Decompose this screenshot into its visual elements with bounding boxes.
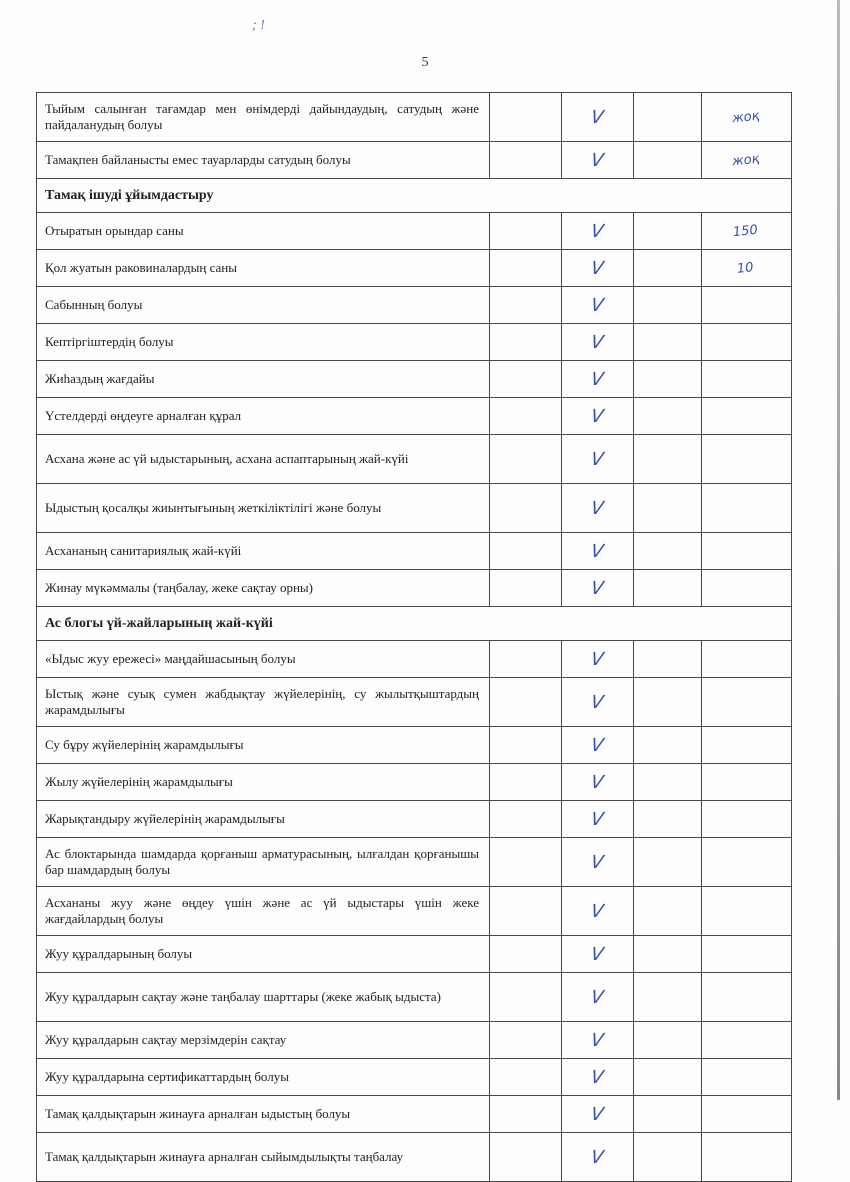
row-label: Жарықтандыру жүйелерінің жарамдылығы — [45, 811, 285, 826]
row-label: Асхананың санитариялық жай-күйі — [45, 543, 242, 558]
cell-note — [701, 142, 789, 178]
cell-col-2 — [561, 1133, 633, 1181]
cell-col-1 — [489, 678, 561, 726]
cell-col-3 — [633, 398, 701, 434]
cell-col-2 — [561, 361, 633, 397]
check-mark: V — [589, 771, 606, 793]
cell-col-3 — [633, 1059, 701, 1095]
table-row — [37, 887, 791, 936]
row-label: Жуу құралдарын сақтау мерзімдерін сақтау — [45, 1032, 287, 1047]
cell-col-3 — [633, 250, 701, 286]
check-mark: V — [589, 851, 606, 873]
cell-col-1 — [489, 533, 561, 569]
cell-col-3 — [633, 361, 701, 397]
table-row — [37, 1059, 791, 1096]
cell-col-1 — [489, 142, 561, 178]
row-label: Үстелдерді өңдеуге арналған құрал — [45, 408, 242, 423]
row-label: Жуу құралдарына сертификаттардың болуы — [45, 1069, 289, 1084]
row-label: Сабынның болуы — [45, 297, 143, 312]
cell-col-2 — [561, 887, 633, 935]
table-row — [37, 1096, 791, 1133]
cell-note — [701, 213, 789, 249]
page-edge — [837, 0, 840, 1100]
cell-col-2 — [561, 324, 633, 360]
row-label: Су бұру жүйелерінің жарамдылығы — [45, 737, 244, 752]
cell-col-2 — [561, 838, 633, 886]
cell-col-1 — [489, 93, 561, 141]
row-label: Жиһаздың жағдайы — [45, 371, 155, 386]
cell-col-2 — [561, 484, 633, 532]
cell-col-1 — [489, 727, 561, 763]
row-label: Ас блоктарында шамдарда қорғаныш арматурасының, ылғалдан қорғанышы бар шамдардың болуы — [45, 846, 479, 877]
table-row — [37, 435, 791, 484]
cell-col-3 — [633, 484, 701, 532]
row-label: Тамақ қалдықтарын жинауға арналған ыдыстың болуы — [45, 1106, 351, 1121]
cell-col-2 — [561, 213, 633, 249]
cell-col-2 — [561, 764, 633, 800]
check-mark: V — [589, 734, 606, 756]
cell-col-3 — [633, 887, 701, 935]
cell-note — [701, 801, 789, 837]
check-mark: V — [589, 331, 606, 353]
cell-col-2 — [561, 1022, 633, 1058]
cell-col-2 — [561, 678, 633, 726]
handwritten-note: жоқ — [731, 151, 760, 169]
cell-col-3 — [633, 678, 701, 726]
row-label: Жуу құралдарын сақтау және таңбалау шарттары (жеке жабық ыдыста) — [45, 989, 441, 1004]
cell-note — [701, 764, 789, 800]
cell-col-3 — [633, 973, 701, 1021]
table-row — [37, 398, 791, 435]
check-mark: V — [589, 448, 606, 470]
cell-col-2 — [561, 533, 633, 569]
check-mark: V — [589, 106, 606, 128]
row-label: Ыдыстың қосалқы жиынтығының жеткіліктілігі және болуы — [45, 500, 382, 515]
table-row — [37, 838, 791, 887]
cell-col-2 — [561, 936, 633, 972]
cell-col-3 — [633, 1022, 701, 1058]
cell-note — [701, 484, 789, 532]
check-mark: V — [589, 149, 606, 171]
table-row — [37, 727, 791, 764]
cell-col-3 — [633, 641, 701, 677]
cell-col-2 — [561, 973, 633, 1021]
page-number: 5 — [421, 55, 429, 70]
cell-col-1 — [489, 1059, 561, 1095]
row-label: Тамақпен байланысты емес тауарларды сатудың болуы — [45, 152, 351, 167]
check-mark: V — [589, 220, 606, 242]
cell-note — [701, 398, 789, 434]
cell-col-3 — [633, 838, 701, 886]
check-mark: V — [589, 986, 606, 1008]
cell-note — [701, 887, 789, 935]
cell-note — [701, 570, 789, 606]
cell-note — [701, 93, 789, 141]
check-mark: V — [589, 1029, 606, 1051]
cell-col-3 — [633, 764, 701, 800]
row-label: Жылу жүйелерінің жарамдылығы — [45, 774, 233, 789]
cell-col-1 — [489, 1022, 561, 1058]
row-label: Жуу құралдарының болуы — [45, 946, 193, 961]
cell-col-1 — [489, 838, 561, 886]
table-row — [37, 641, 791, 678]
table-row — [37, 250, 791, 287]
cell-col-1 — [489, 801, 561, 837]
cell-col-2 — [561, 398, 633, 434]
cell-col-1 — [489, 213, 561, 249]
cell-col-1 — [489, 641, 561, 677]
cell-col-1 — [489, 764, 561, 800]
row-label: Асхананы жуу және өңдеу үшін және ас үй ыдыстары үшін жеке жағдайлардың болуы — [45, 895, 479, 926]
table-row — [37, 324, 791, 361]
cell-col-2 — [561, 801, 633, 837]
cell-col-3 — [633, 287, 701, 323]
table-row — [37, 570, 791, 607]
cell-col-3 — [633, 435, 701, 483]
cell-col-1 — [489, 250, 561, 286]
cell-col-1 — [489, 484, 561, 532]
cell-col-1 — [489, 1096, 561, 1132]
cell-note — [701, 1133, 789, 1181]
row-label: Тамақ қалдықтарын жинауға арналған сыйымдылықты таңбалау — [45, 1149, 404, 1164]
cell-note — [701, 838, 789, 886]
cell-col-3 — [633, 570, 701, 606]
check-mark: V — [589, 808, 606, 830]
handwritten-note: жоқ — [731, 108, 760, 126]
section-heading: Тамақ ішуді ұйымдастыру — [37, 179, 791, 213]
cell-col-3 — [633, 801, 701, 837]
check-mark: V — [589, 540, 606, 562]
table-row — [37, 213, 791, 250]
check-mark: V — [589, 943, 606, 965]
row-label: «Ыдыс жуу ережесі» маңдайшасының болуы — [45, 651, 296, 666]
row-label: Жинау мүкәммалы (таңбалау, жеке сақтау орны) — [45, 580, 313, 595]
cell-col-2 — [561, 250, 633, 286]
cell-col-3 — [633, 93, 701, 141]
cell-col-1 — [489, 1133, 561, 1181]
cell-note — [701, 361, 789, 397]
row-label: Қол жуатын раковиналардың саны — [45, 260, 237, 275]
row-label: Ыстық және суық сумен жабдықтау жүйелерінің, су жылытқыштардың жарамдылығы — [45, 686, 479, 717]
cell-col-1 — [489, 324, 561, 360]
cell-col-2 — [561, 287, 633, 323]
cell-col-2 — [561, 93, 633, 141]
table-row — [37, 1133, 791, 1182]
row-label: Асхана және ас үй ыдыстарының, асхана аспаптарының жай-күйі — [45, 451, 409, 466]
table-row — [37, 764, 791, 801]
cell-col-3 — [633, 936, 701, 972]
cell-note — [701, 287, 789, 323]
cell-note — [701, 1022, 789, 1058]
cell-note — [701, 973, 789, 1021]
handwritten-note: 150 — [732, 222, 759, 240]
cell-col-1 — [489, 887, 561, 935]
cell-col-3 — [633, 213, 701, 249]
table-row — [37, 801, 791, 838]
cell-col-1 — [489, 570, 561, 606]
cell-note — [701, 533, 789, 569]
cell-col-1 — [489, 398, 561, 434]
row-label: Отыратын орындар саны — [45, 223, 184, 238]
cell-col-2 — [561, 1096, 633, 1132]
cell-col-1 — [489, 287, 561, 323]
table-row — [37, 936, 791, 973]
cell-note — [701, 1059, 789, 1095]
table-row — [37, 93, 791, 142]
check-mark: V — [589, 1103, 606, 1125]
table-row — [37, 973, 791, 1022]
cell-col-3 — [633, 142, 701, 178]
check-mark: V — [589, 368, 606, 390]
cell-note — [701, 250, 789, 286]
cell-col-2 — [561, 142, 633, 178]
cell-note — [701, 324, 789, 360]
cell-col-2 — [561, 641, 633, 677]
table-row — [37, 142, 791, 179]
cell-note — [701, 727, 789, 763]
check-mark: V — [589, 257, 606, 279]
row-label: Тыйым салынған тағамдар мен өнімдерді дайындаудың, сатудың және пайдаланудың болуы — [45, 101, 479, 132]
cell-note — [701, 641, 789, 677]
row-label: Кептіргіштердің болуы — [45, 334, 174, 349]
check-mark: V — [589, 405, 606, 427]
cell-col-3 — [633, 1133, 701, 1181]
cell-col-2 — [561, 570, 633, 606]
section-heading: Ас блогы үй-жайларының жай-күйі — [37, 607, 791, 641]
cell-note — [701, 678, 789, 726]
cell-note — [701, 936, 789, 972]
cell-col-1 — [489, 936, 561, 972]
cell-col-2 — [561, 435, 633, 483]
checklist-table — [36, 92, 792, 1182]
cell-note — [701, 435, 789, 483]
handwritten-marks: ; ! — [252, 18, 265, 33]
cell-col-1 — [489, 435, 561, 483]
check-mark: V — [589, 497, 606, 519]
check-mark: V — [589, 294, 606, 316]
table-row — [37, 1022, 791, 1059]
table-row — [37, 361, 791, 398]
check-mark: V — [589, 1146, 606, 1168]
table-row — [37, 678, 791, 727]
cell-col-1 — [489, 973, 561, 1021]
handwritten-note: 10 — [736, 259, 755, 277]
cell-col-1 — [489, 361, 561, 397]
cell-col-2 — [561, 727, 633, 763]
check-mark: V — [589, 691, 606, 713]
table-row — [37, 533, 791, 570]
cell-col-2 — [561, 1059, 633, 1095]
cell-col-3 — [633, 1096, 701, 1132]
check-mark: V — [589, 577, 606, 599]
cell-col-3 — [633, 324, 701, 360]
check-mark: V — [589, 900, 606, 922]
cell-note — [701, 1096, 789, 1132]
check-mark: V — [589, 1066, 606, 1088]
table-row — [37, 287, 791, 324]
cell-col-3 — [633, 533, 701, 569]
check-mark: V — [589, 648, 606, 670]
table-row — [37, 484, 791, 533]
cell-col-3 — [633, 727, 701, 763]
